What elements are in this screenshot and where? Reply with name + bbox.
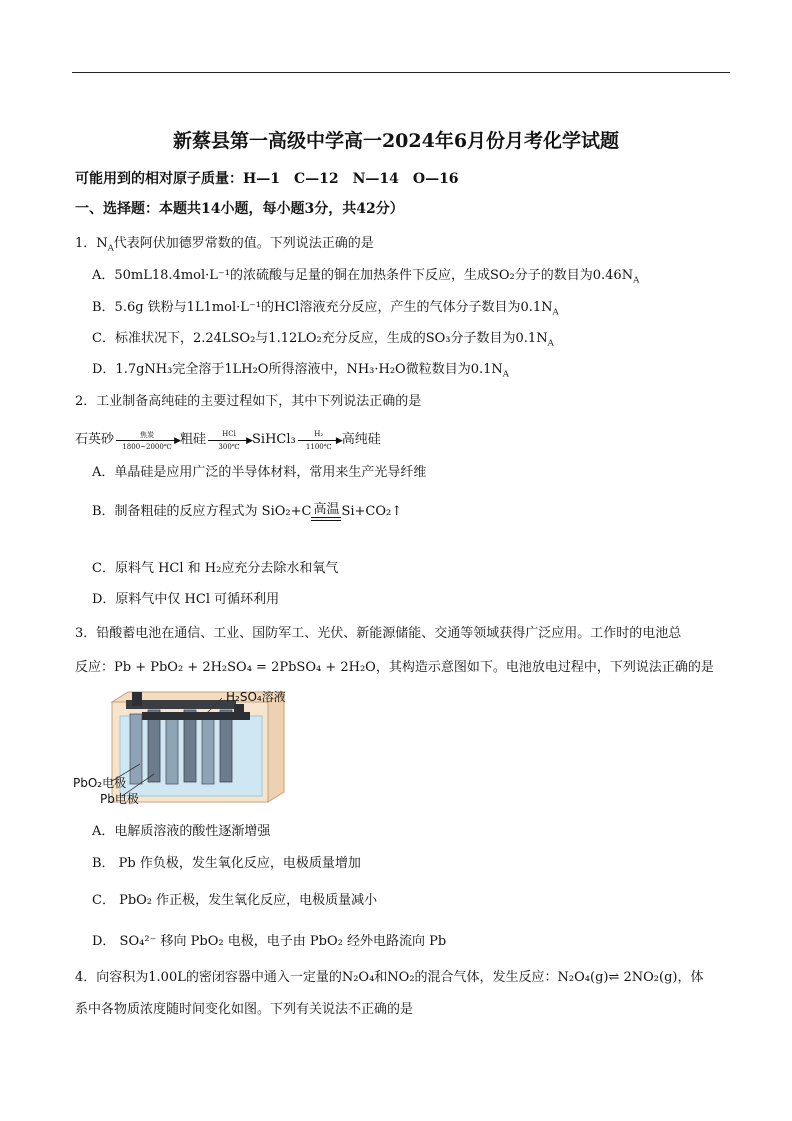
q2-option-c: C．原料气 HCl 和 H₂应充分去除水和氧气 xyxy=(92,561,339,576)
q3-option-a: A．电解质溶液的酸性逐渐增强 xyxy=(92,824,271,839)
q1-option-b-text: B．5.6g 铁粉与1L1mol·L⁻¹的HCl溶液充分反应，产生的气体分子数目为0.1N xyxy=(92,300,553,315)
flow-step-3: SiHCl₃ xyxy=(252,432,296,447)
flow-arrow-2-reagent: HCl xyxy=(222,430,236,438)
flow-arrow-2: HCl ▶ 300℃ xyxy=(208,438,250,441)
q1-stem-pre: 1．N xyxy=(75,236,108,251)
terminal xyxy=(234,704,244,718)
q2-option-b xyxy=(92,500,402,521)
flow-arrow-1-reagent: 焦炭 xyxy=(140,431,155,439)
flow-arrow-1-temp: 1800~2000℃ xyxy=(122,443,172,451)
q1-stem-sub: A xyxy=(107,243,114,254)
label-acid: H₂SO₄溶液 xyxy=(226,690,286,704)
flow-arrow-3: H₂ ▶ 1100℃ xyxy=(298,438,340,441)
q1-option-d xyxy=(92,358,509,380)
busbar-top xyxy=(126,700,236,709)
q3-option-c: C． PbO₂ 作正极，发生氧化反应，电极质量减小 xyxy=(92,893,378,908)
terminal xyxy=(132,692,142,706)
q2-option-a: A．单晶硅是应用广泛的半导体材料，常用来生产光导纤维 xyxy=(92,465,427,480)
q1-option-a xyxy=(92,264,639,286)
q1-stem xyxy=(75,232,374,254)
q3-line-2: 反应：Pb + PbO₂ + 2H₂SO₄ = 2PbSO₄ + 2H₂O，其构造示意图如下。电池放电过程中，下列说法正确的是 xyxy=(75,660,714,675)
q1-option-a-text: A．50mL18.4mol·L⁻¹的浓硫酸与足量的铜在加热条件下反应，生成SO₂分子的数目为0.46N xyxy=(92,268,634,283)
q2-option-b-post: Si+CO₂↑ xyxy=(341,504,403,519)
q4-line-1: 4．向容积为1.00L的密闭容器中通入一定量的N₂O₄和NO₂的混合气体，发生反应：N₂O₄(g)⇌ 2NO₂(g)，体 xyxy=(75,970,704,985)
label-pb-electrode: Pb电极 xyxy=(100,792,139,806)
flow-arrow-1: 焦炭 ▶ 1800~2000℃ xyxy=(116,438,178,441)
busbar-bottom xyxy=(142,712,250,720)
q4-line-2: 系中各物质浓度随时间变化如图。下列有关说法不正确的是 xyxy=(75,1002,414,1017)
atomic-mass-line: 可能用到的相对原子质量：H—1 C—12 N—14 O—16 xyxy=(75,171,459,187)
electrode-plate xyxy=(130,714,142,784)
q1-option-d-sub: A xyxy=(502,369,509,380)
q2-stem: 2．工业制备高纯硅的主要过程如下，其中下列说法正确的是 xyxy=(75,394,422,409)
battery-case-side xyxy=(268,692,284,802)
electrode-plate xyxy=(202,714,214,784)
equation-condition-text: 高温 xyxy=(313,501,340,517)
electrode-plate xyxy=(148,710,160,782)
q1-option-a-sub: A xyxy=(633,275,640,286)
q1-option-c-sub: A xyxy=(547,338,554,349)
flow-arrow-3-temp: 1100℃ xyxy=(305,443,332,451)
flow-arrow-3-reagent: H₂ xyxy=(314,430,324,438)
flow-arrow-2-temp: 300℃ xyxy=(218,443,240,451)
flow-step-4: 高纯硅 xyxy=(341,432,381,447)
q1-option-c-text: C．标准状况下，2.24LSO₂与1.12LO₂充分反应，生成的SO₃分子数目为0.1N xyxy=(92,331,548,346)
q1-option-b xyxy=(92,296,559,318)
q2-flow xyxy=(75,428,381,451)
q1-stem-post: 代表阿伏加德罗常数的值。下列说法正确的是 xyxy=(113,236,374,251)
section-header: 一、选择题：本题共14小题，每小题3分，共42分） xyxy=(75,201,404,217)
flow-step-2: 粗硅 xyxy=(180,432,207,447)
label-pbo2-electrode: PbO₂电极 xyxy=(73,776,127,790)
q3-option-b: B． Pb 作负极，发生氧化反应，电极质量增加 xyxy=(92,856,361,871)
q3-option-d: D． SO₄²⁻ 移向 PbO₂ 电极，电子由 PbO₂ 经外电路流向 Pb xyxy=(92,934,447,949)
q2-option-b-pre: B．制备粗硅的反应方程式为 SiO₂+C xyxy=(92,504,312,519)
q1-option-d-text: D．1.7gNH₃完全溶于1LH₂O所得溶液中，NH₃·H₂O微粒数目为0.1N xyxy=(92,362,503,377)
exam-title: 新蔡县第一高级中学高一2024年6月份月考化学试题 xyxy=(172,130,620,152)
electrode-plate xyxy=(166,714,178,784)
q2-option-d: D．原料气中仅 HCl 可循环利用 xyxy=(92,592,280,607)
equation-condition xyxy=(311,503,341,521)
flow-step-1: 石英砂 xyxy=(75,432,115,447)
q3-line-1: 3．铅酸蓄电池在通信、工业、国防军工、光伏、新能源储能、交通等领域获得广泛应用。工作时的电池总 xyxy=(75,626,682,641)
electrode-plate xyxy=(184,710,196,782)
q1-option-c xyxy=(92,327,554,349)
electrode-plate xyxy=(220,710,232,782)
q1-option-b-sub: A xyxy=(552,307,559,318)
header-rule xyxy=(72,72,730,73)
